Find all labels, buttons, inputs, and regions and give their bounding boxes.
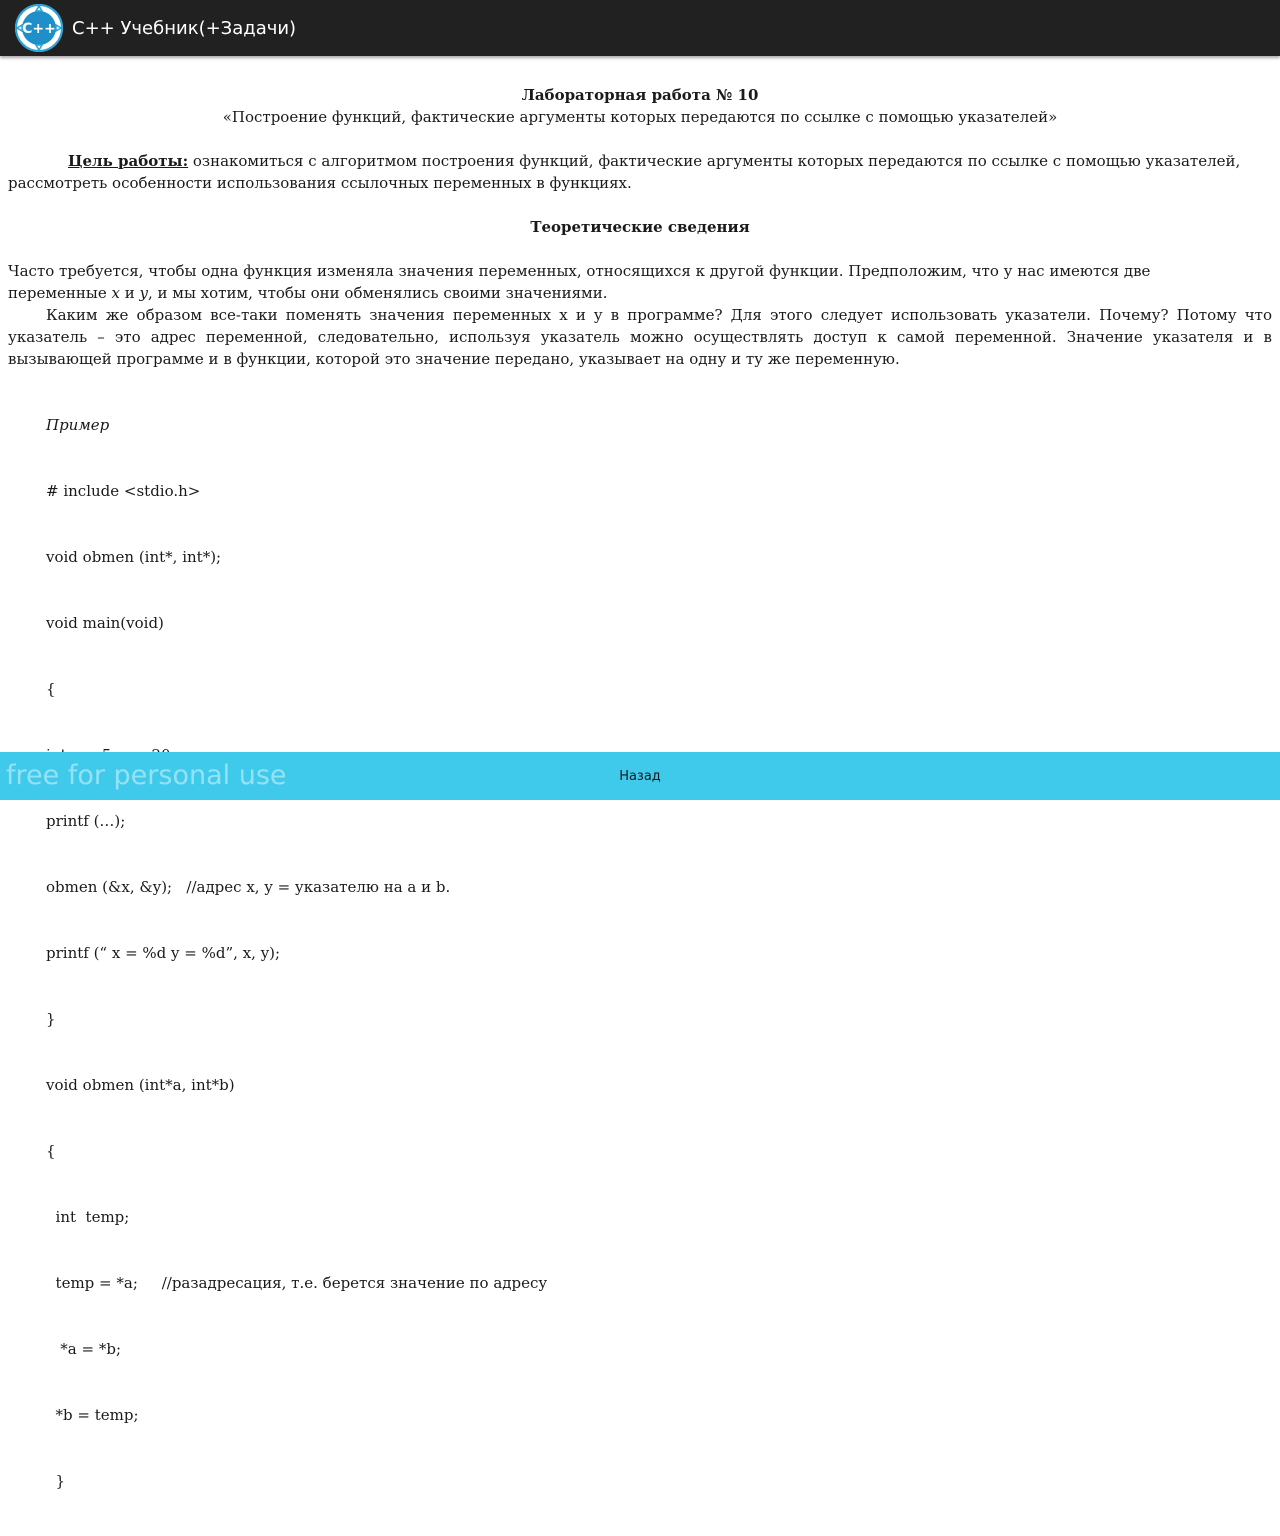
lab-title: Лабораторная работа № 10 <box>521 86 759 104</box>
para1-text-b: , и мы хотим, чтобы они обменялись своими значениями. <box>147 284 608 302</box>
app-logo-icon[interactable] <box>15 4 63 52</box>
code-line: *b = temp; <box>46 1406 139 1424</box>
app-icon-label: C++ <box>22 21 56 37</box>
paragraph-1 <box>8 260 1272 304</box>
var-x: x <box>111 284 120 302</box>
watermark: free for personal use <box>6 760 287 791</box>
para1-text-a: переменные <box>8 284 112 302</box>
code-line: printf (…); <box>46 812 126 830</box>
para1-and: и <box>119 284 140 302</box>
theory-heading: Теоретические сведения <box>530 218 750 236</box>
var-y: y <box>139 284 148 302</box>
app-title: C++ Учебник(+Задачи) <box>72 17 297 39</box>
code-line: *a = *b; <box>46 1340 122 1358</box>
code-example <box>8 370 1272 1536</box>
document-body <box>8 84 1272 1536</box>
paragraph-1-line-2 <box>8 282 1272 304</box>
code-line: } <box>46 1010 56 1028</box>
code-line: void main(void) <box>46 614 164 632</box>
code-line: temp = *a; //разадресация, т.е. берется значение по адресу <box>46 1274 548 1292</box>
lab-subtitle: «Построение функций, фактические аргументы которых передаются по ссылке с помощью указателей» <box>222 108 1058 126</box>
code-line: } <box>46 1472 66 1490</box>
code-line: { <box>46 680 56 698</box>
paragraph-2: Каким же образом все-таки поменять значения переменных x и y в программе? Для этого следует использовать указатели. Почему? Потому что указатель – это адрес переменной, следовательно, используя указатель можно осуществлять доступ к самой переменной. Значение указателя и в вызывающей программе и в функции, которой это значение передано, указывает на одну и ту же переменную. <box>8 306 1272 368</box>
back-button[interactable]: Назад <box>619 768 661 784</box>
goal-text-2: рассмотреть особенности использования ссылочных переменных в функциях. <box>8 174 632 192</box>
app-bar <box>0 0 1280 56</box>
code-line: int temp; <box>46 1208 130 1226</box>
code-line: { <box>46 1142 56 1160</box>
code-line: # include <stdio.h> <box>46 482 201 500</box>
code-line: void obmen (int*, int*); <box>46 548 222 566</box>
goal-text-1: ознакомиться с алгоритмом построения функций, фактические аргументы которых передаются по ссылке с помощью указателей, <box>188 152 1241 170</box>
example-label: Пример <box>46 416 110 434</box>
bottom-bar <box>0 752 1280 800</box>
cpp-badge-icon <box>15 4 63 52</box>
goal-paragraph <box>8 150 1272 172</box>
goal-label: Цель работы: <box>68 152 189 170</box>
code-line: obmen (&x, &y); //адрес x, y = указателю на a и b. <box>46 878 451 896</box>
code-line: void obmen (int*a, int*b) <box>46 1076 235 1094</box>
code-line: printf (“ x = %d y = %d”, x, y); <box>46 944 281 962</box>
paragraph-1-line-1: Часто требуется, чтобы одна функция изменяла значения переменных, относящихся к другой функции. Предположим, что у нас имеются две <box>8 262 1151 280</box>
